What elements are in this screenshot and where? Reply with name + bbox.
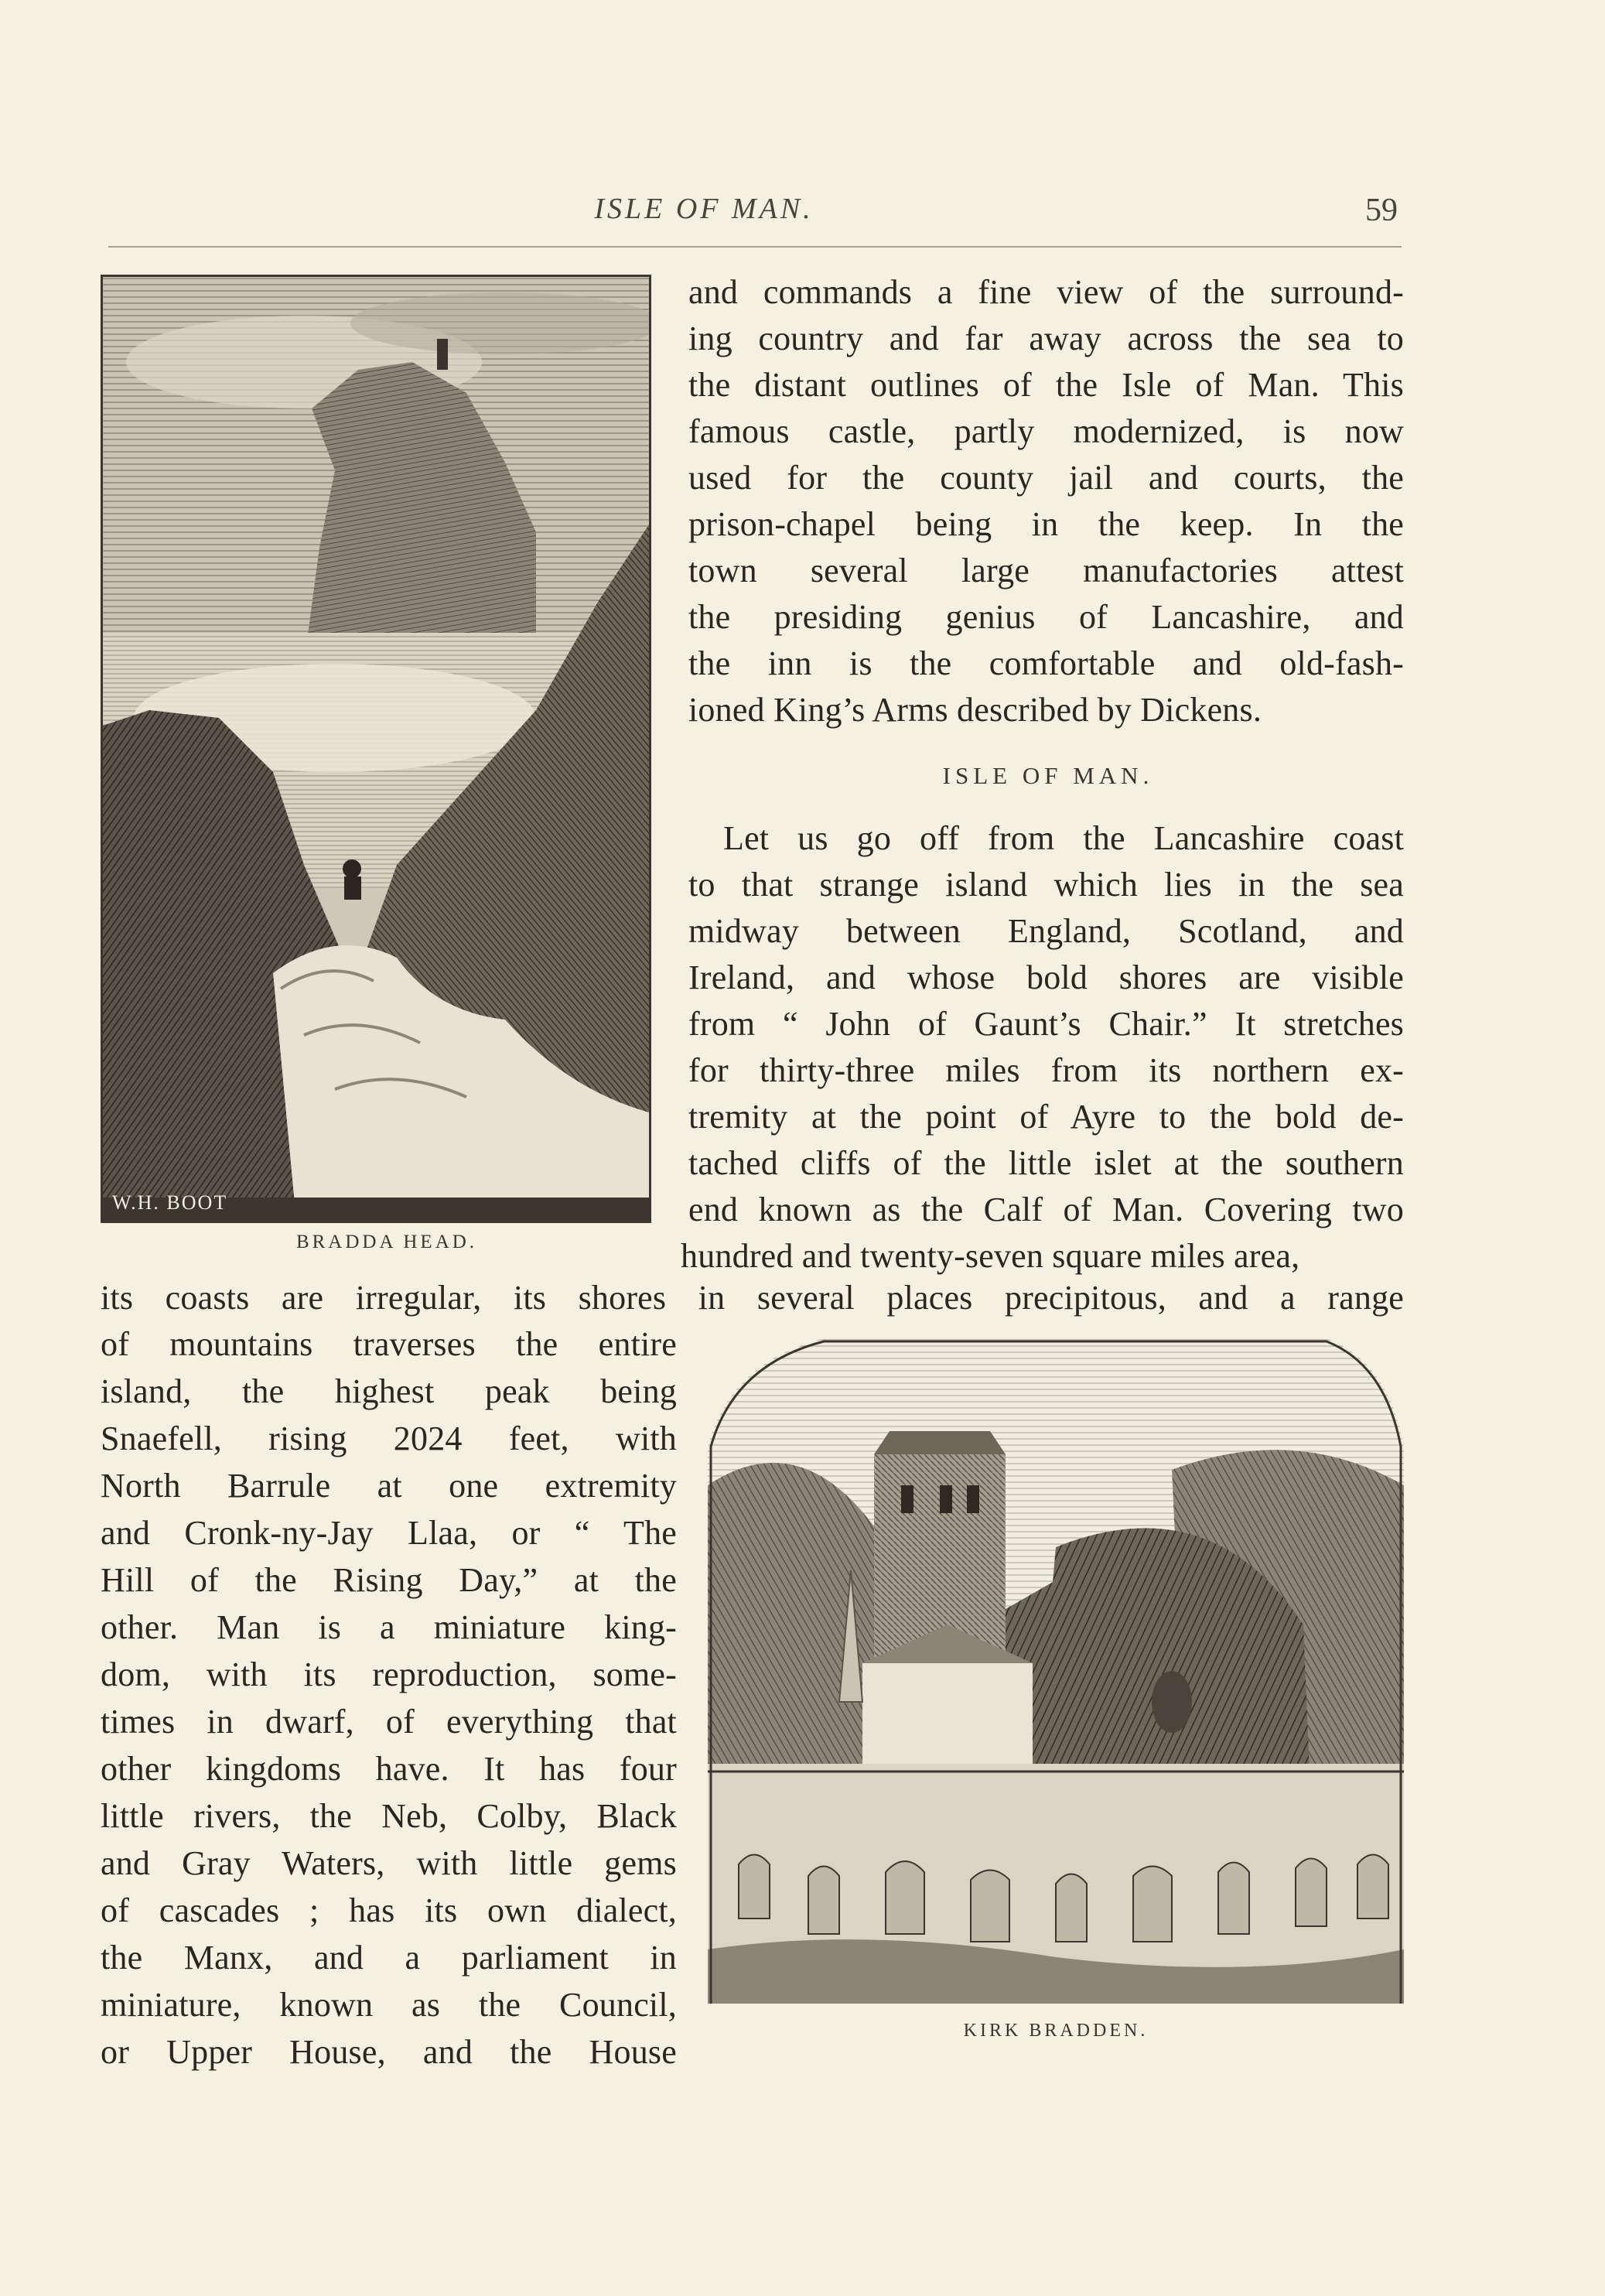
text-line: of cascades ; has its own dialect, (101, 1891, 677, 1929)
engraver-signature: W.H. BOOT (112, 1191, 228, 1214)
text-line: North Barrule at one extremity (101, 1467, 677, 1505)
text-line: other. Man is a miniature king- (101, 1608, 677, 1646)
text-line: for thirty-three miles from its northern ex- (688, 1051, 1404, 1089)
text-line: or Upper House, and the House (101, 2033, 677, 2071)
text-line: Let us go off from the Lancashire coast (723, 819, 1404, 857)
text-line: used for the county jail and courts, the (688, 459, 1404, 497)
text-line: the distant outlines of the Isle of Man. This (688, 366, 1404, 404)
text-line: the Manx, and a parliament in (101, 1939, 677, 1977)
text-line: tached cliffs of the little islet at the southern (688, 1144, 1404, 1182)
text-line: prison-chapel being in the keep. In the (688, 505, 1404, 543)
text-line: ioned King’s Arms described by Dickens. (688, 691, 1262, 729)
text-line: Hill of the Rising Day,” at the (101, 1561, 677, 1599)
kirk-bradden-illustration (708, 1331, 1404, 2004)
bradda-head-engraving (103, 277, 649, 1221)
kirk-bradden-caption: KIRK BRADDEN. (963, 2021, 1149, 2041)
text-line: dom, with its reproduction, some- (101, 1655, 677, 1693)
full-width-line: its coasts are irregular, its shores in several places precipitous, and a range (101, 1279, 1404, 1317)
section-heading: ISLE OF MAN. (942, 762, 1154, 789)
bradda-head-illustration (101, 275, 651, 1223)
text-line: island, the highest peak being (101, 1372, 677, 1410)
text-line: times in dwarf, of everything that (101, 1703, 677, 1741)
bradda-head-caption: BRADDA HEAD. (295, 1232, 478, 1252)
text-line: Snaefell, rising 2024 feet, with (101, 1420, 677, 1457)
text-line: from “ John of Gaunt’s Chair.” It stretches (688, 1005, 1404, 1043)
text-line: tremity at the point of Ayre to the bold de- (688, 1098, 1404, 1136)
text-line: end known as the Calf of Man. Covering two (688, 1191, 1404, 1228)
text-line: the inn is the comfortable and old-fash- (688, 644, 1404, 682)
text-line: and Cronk-ny-Jay Llaa, or “ The (101, 1514, 677, 1552)
text-line: ing country and far away across the sea to (688, 319, 1404, 357)
page-number: 59 (1365, 193, 1398, 228)
kirk-bradden-engraving (708, 1331, 1404, 2004)
text-line: the presiding genius of Lancashire, and (688, 598, 1404, 636)
text-line: of mountains traverses the entire (101, 1325, 677, 1363)
running-head: ISLE OF MAN. (594, 193, 814, 225)
text-line: little rivers, the Neb, Colby, Black (101, 1797, 677, 1835)
header-rule (108, 246, 1402, 248)
text-line: town several large manufactories attest (688, 552, 1404, 589)
text-line: other kingdoms have. It has four (101, 1750, 677, 1788)
text-line: to that strange island which lies in the sea (688, 866, 1404, 904)
text-line: miniature, known as the Council, (101, 1986, 677, 2024)
text-line: famous castle, partly modernized, is now (688, 412, 1404, 450)
text-line: and Gray Waters, with little gems (101, 1844, 677, 1882)
text-line: midway between England, Scotland, and (688, 912, 1404, 950)
text-line: and commands a fine view of the surround- (688, 273, 1404, 311)
text-line: Ireland, and whose bold shores are visible (688, 958, 1404, 996)
text-line: hundred and twenty-seven square miles area, (681, 1237, 1300, 1275)
